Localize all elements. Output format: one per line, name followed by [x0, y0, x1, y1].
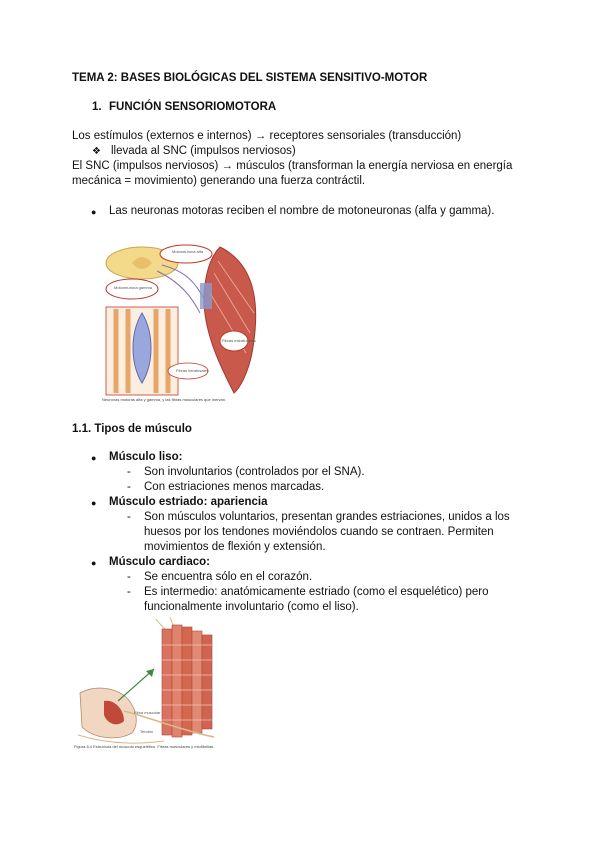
bullet-icon: ●	[91, 558, 97, 568]
sub-bullet-text: llevada al SNC (impulsos nerviosos)	[111, 145, 296, 157]
smooth-item-2: Con estriaciones menos marcadas.	[144, 481, 325, 493]
figure-caption: Neuronas motoras alfa y gamma, y las fibras musculares que inervan.	[102, 397, 227, 402]
muscle-name-striated: Músculo estriado: apariencia	[109, 496, 268, 508]
motoneurons-illustration	[102, 243, 270, 408]
smooth-item-1: Son involuntarios (controlados por el SNA).	[144, 466, 365, 478]
figure-caption: Figura 8.4 Estructura del músculo esquelético. Fibras musculares y miofibrillas.	[74, 744, 215, 749]
paragraph-stimuli: Los estímulos (externos e internos) → receptores sensoriales (transducción)	[72, 130, 462, 142]
figure-label-intrafusal: Fibras intrafusales	[176, 368, 209, 373]
cardiac-item-3: funcionalmente involuntario (como el liso).	[144, 601, 359, 613]
figure-label-fiber: Fibra muscular	[134, 710, 161, 715]
figure-motoneurons	[102, 243, 270, 408]
muscle-name-smooth: Músculo liso:	[109, 451, 183, 463]
figure-label-extrafusal: Fibras extrafusales	[222, 338, 256, 343]
cardiac-item-1: Se encuentra sólo en el corazón.	[144, 571, 313, 583]
figure-label-gamma: Motoneurona gamma	[114, 285, 153, 290]
figure-label-tendon: Tendón	[140, 729, 154, 734]
section-heading: FUNCIÓN SENSORIOMOTORA	[109, 101, 277, 113]
bullet-motoneurons: Las neuronas motoras reciben el nombre de motoneuronas (alfa y gamma).	[109, 205, 495, 217]
diamond-bullet-icon: ❖	[92, 146, 101, 157]
page-title: TEMA 2: BASES BIOLÓGICAS DEL SISTEMA SENSITIVO-MOTOR	[72, 72, 428, 84]
dash-icon: -	[127, 511, 131, 523]
striated-item-1: Son músculos voluntarios, presentan grandes estriaciones, unidos a los	[144, 511, 510, 523]
dash-icon: -	[127, 586, 131, 598]
cardiac-item-2: Es intermedio: anatómicamente estriado (como el esquelético) pero	[144, 586, 489, 598]
dash-icon: -	[127, 571, 131, 583]
section-number: 1.	[92, 101, 102, 113]
subsection-heading: 1.1. Tipos de músculo	[72, 423, 192, 435]
bullet-icon: ●	[91, 453, 97, 463]
striated-item-2: huesos por los tendones moviéndolos cuando se contraen. Permiten	[144, 526, 494, 538]
figure-skeletal-muscle	[74, 615, 224, 753]
paragraph-snc-line2: mecánica = movimiento) generando una fuerza contráctil.	[72, 175, 366, 187]
striated-item-3: movimientos de flexión y extensión.	[144, 541, 326, 553]
bullet-icon: ●	[91, 498, 97, 508]
dash-icon: -	[127, 481, 131, 493]
muscle-name-cardiac: Músculo cardiaco:	[109, 556, 210, 568]
paragraph-snc-line1: El SNC (impulsos nerviosos) → músculos (transforman la energía nerviosa en energía	[72, 160, 513, 172]
dash-icon: -	[127, 466, 131, 478]
bullet-icon: ●	[91, 207, 97, 217]
figure-label-alpha: Motoneurona alfa	[172, 249, 204, 254]
